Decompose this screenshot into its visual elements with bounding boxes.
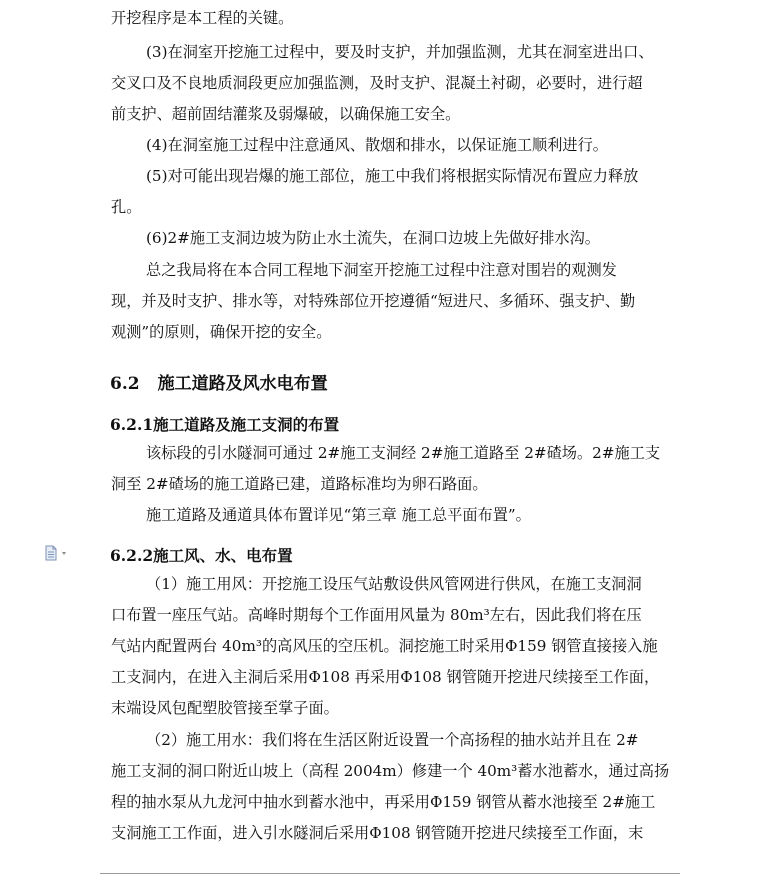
page-bottom-rule bbox=[100, 873, 680, 874]
text-line: 观测”的原则，确保开挖的安全。 bbox=[111, 323, 332, 341]
text-line: 孔。 bbox=[111, 198, 142, 216]
text-line: 交叉口及不良地质洞段更应加强监测，及时支护、混凝土衬砌，必要时，进行超 bbox=[111, 74, 643, 92]
text-line: 工支洞内，在进入主洞后采用Φ108 再采用Φ108 钢管随开挖进尺续接至工作面， bbox=[111, 668, 660, 686]
section-heading bbox=[110, 369, 328, 394]
subsection-heading bbox=[110, 544, 293, 566]
text-line: 气站内配置两台 40m³的高风压的空压机。洞挖施工时采用Φ159 钢管直接接入施 bbox=[111, 637, 658, 655]
subsection-title: 施工道路及施工支洞的布置 bbox=[153, 415, 340, 434]
text-line: 开挖程序是本工程的关键。 bbox=[111, 9, 294, 27]
subsection-number: 6.2.1 bbox=[110, 415, 154, 434]
text-line: 洞至 2#碴场的施工道路已建，道路标准均为卵石路面。 bbox=[111, 475, 488, 493]
text-line: 支洞施工工作面，进入引水隧洞后采用Φ108 钢管随开挖进尺续接至工作面，末 bbox=[111, 824, 644, 842]
text-line: 施工道路及通道具体布置详见“第三章 施工总平面布置”。 bbox=[146, 506, 531, 524]
text-line: （2）施工用水：我们将在生活区附近设置一个高扬程的抽水站并且在 2# bbox=[146, 731, 639, 749]
text-line: （1）施工用风：开挖施工设压气站敷设供风管网进行供风，在施工支洞洞 bbox=[146, 575, 642, 593]
subsection-title: 施工风、水、电布置 bbox=[153, 546, 293, 565]
text-line: 施工支洞的洞口附近山坡上（高程 2004m）修建一个 40m³蓄水池蓄水，通过高扬 bbox=[111, 762, 670, 780]
text-line: (5)对可能出现岩爆的施工部位，施工中我们将根据实际情况布置应力释放 bbox=[146, 167, 639, 185]
text-line: 前支护、超前固结灌浆及弱爆破，以确保施工安全。 bbox=[111, 105, 461, 123]
document-comment-icon[interactable] bbox=[44, 545, 68, 561]
subsection-heading bbox=[110, 413, 339, 435]
text-line: (3)在洞室开挖施工过程中，要及时支护，并加强监测，尤其在洞室进出口、 bbox=[146, 43, 654, 61]
section-title: 施工道路及风水电布置 bbox=[157, 374, 328, 394]
section-number: 6.2 bbox=[110, 374, 140, 394]
text-line: (6)2#施工支洞边坡为防止水土流失，在洞口边坡上先做好排水沟。 bbox=[146, 229, 600, 247]
text-line: 程的抽水泵从九龙河中抽水到蓄水池中，再采用Φ159 钢管从蓄水池接至 2#施工 bbox=[111, 793, 656, 811]
text-line: 该标段的引水隧洞可通过 2#施工支洞经 2#施工道路至 2#碴场。2#施工支 bbox=[146, 444, 661, 462]
text-line: 口布置一座压气站。高峰时期每个工作面用风量为 80m³左右，因此我们将在压 bbox=[111, 606, 642, 624]
text-line: 末端设风包配塑胶管接至掌子面。 bbox=[111, 699, 339, 717]
text-line: 总之我局将在本合同工程地下洞室开挖施工过程中注意对围岩的观测发 bbox=[146, 261, 617, 279]
text-line: (4)在洞室施工过程中注意通风、散烟和排水，以保证施工顺利进行。 bbox=[146, 136, 608, 154]
text-line: 现，并及时支护、排水等，对特殊部位开挖遵循“短进尺、多循环、强支护、勤 bbox=[111, 292, 636, 310]
subsection-number: 6.2.2 bbox=[110, 546, 154, 565]
